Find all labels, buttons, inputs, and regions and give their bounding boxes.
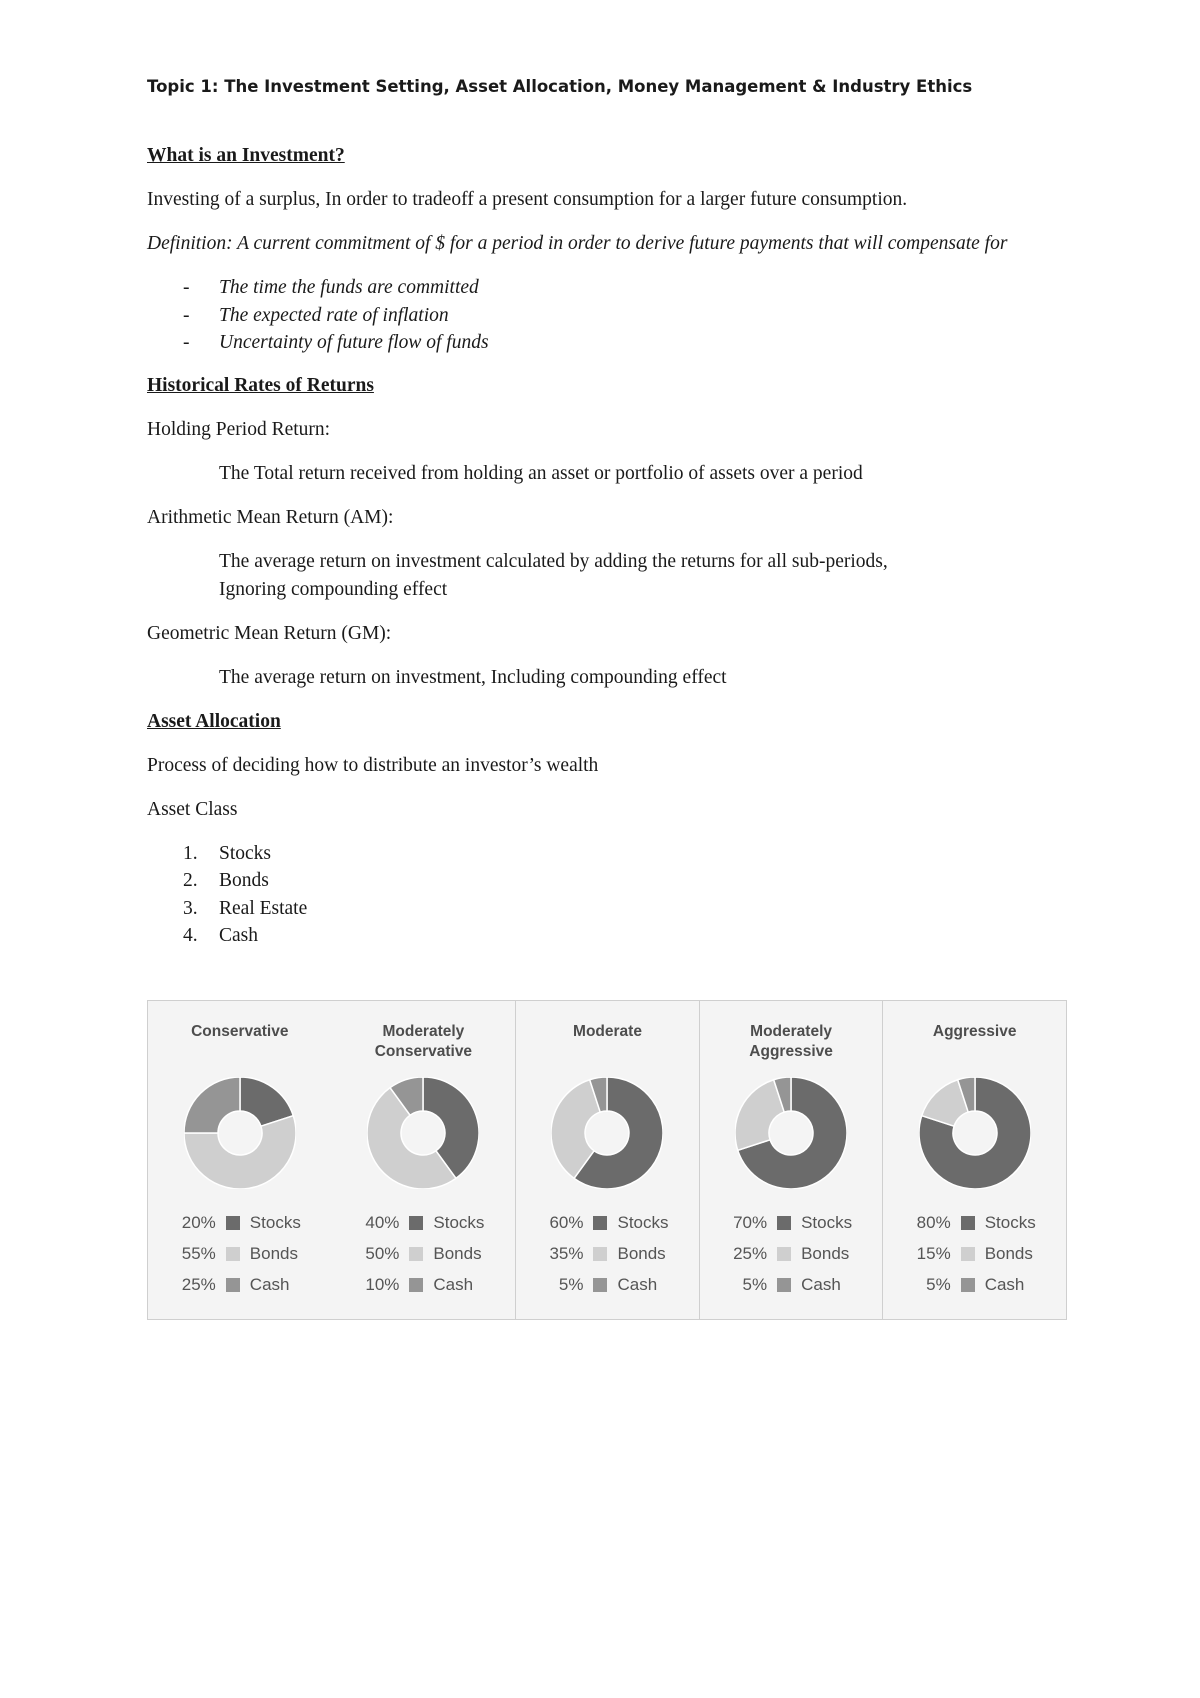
list-item: 4. Cash [183,925,258,946]
legend-label: Bonds [249,1244,298,1263]
chart-title-line: Moderate [573,1023,642,1040]
data-label: 5% [926,1275,951,1294]
list-item: 2. Bonds [183,870,269,891]
asset-class-label: Asset Class [147,798,238,820]
am-label: Arithmetic Mean Return (AM): [147,506,394,528]
donut-chart [184,1077,296,1189]
asset-allocation-figure [147,1000,1067,1320]
chart-legend [545,1211,681,1304]
bullet-item: - The expected rate of inflation [183,304,449,326]
asset-class-list [147,840,1067,950]
chart-title [883,1022,1066,1042]
allocation-panel [148,1001,332,1319]
data-label: 25% [733,1244,768,1263]
legend-swatch [226,1216,240,1230]
list-item: 3. Real Estate [183,897,308,919]
data-label: 80% [916,1213,951,1232]
legend-row [545,1242,681,1273]
legend-swatch [409,1278,423,1292]
legend-swatch [226,1278,240,1292]
data-label: 5% [558,1275,584,1294]
legend-row [729,1273,865,1304]
chart-title [148,1022,332,1042]
definition-bullets [147,274,1067,357]
chart-title-line: Conservative [191,1023,289,1040]
data-label: 55% [181,1244,216,1263]
legend-label: Cash [801,1275,841,1294]
legend-label: Bonds [984,1244,1033,1263]
legend-swatch [593,1216,607,1230]
legend-label: Cash [984,1275,1025,1294]
donut-chart [919,1077,1031,1189]
legend-row [361,1211,497,1242]
data-label: 5% [742,1275,768,1294]
heading-historical-returns: Historical Rates of Returns [147,374,374,396]
legend-row [913,1273,1049,1304]
document-page [147,72,1067,950]
legend-swatch [777,1278,791,1292]
data-label: 60% [549,1213,584,1232]
chart-title-line: Conservative [374,1043,473,1060]
data-label: 25% [181,1275,216,1294]
legend-swatch [593,1278,607,1292]
data-label: 35% [549,1244,584,1263]
chart-title-line: Aggressive [932,1023,1017,1040]
asset-allocation-paragraph: Process of deciding how to distribute an investor’s wealth [147,754,599,776]
chart-legend [361,1211,497,1304]
donut-chart [551,1077,663,1189]
am-definition-line2: Ignoring compounding effect [219,578,448,600]
donut-slice-cash [184,1077,240,1133]
legend-row [729,1211,865,1242]
allocation-panel [882,1001,1066,1319]
legend-label: Bonds [433,1244,482,1263]
investment-paragraph: Investing of a surplus, In order to tradeoff a present consumption for a larger future consumption. [147,189,908,210]
chart-legend [729,1211,865,1304]
topic-title: Topic 1: The Investment Setting, Asset Allocation, Money Management & Industry Ethics [147,77,973,96]
legend-swatch [409,1216,423,1230]
legend-row [729,1242,865,1273]
legend-swatch [961,1216,975,1230]
chart-legend [913,1211,1049,1304]
donut-chart [735,1077,847,1189]
legend-swatch [961,1247,975,1261]
allocation-panel [699,1001,883,1319]
data-label: 70% [733,1213,768,1232]
legend-label: Stocks [801,1213,853,1232]
data-label: 15% [916,1244,951,1263]
legend-swatch [226,1247,240,1261]
bullet-item: - Uncertainty of future flow of funds [183,332,489,353]
legend-row [361,1273,497,1304]
legend-label: Stocks [984,1213,1036,1232]
legend-swatch [777,1247,791,1261]
data-label: 50% [365,1244,400,1263]
chart-title [516,1022,699,1042]
data-label: 20% [181,1213,216,1232]
legend-swatch [961,1278,975,1292]
legend-label: Cash [249,1275,290,1294]
legend-row [545,1211,681,1242]
chart-legend [178,1211,314,1304]
donut-chart [367,1077,479,1189]
legend-swatch [593,1247,607,1261]
legend-label: Cash [433,1275,474,1294]
legend-row [913,1242,1049,1273]
legend-swatch [409,1247,423,1261]
am-definition-line1: The average return on investment calculated by adding the returns for all sub-periods, [219,550,888,572]
allocation-panel [332,1001,516,1319]
allocation-panel [515,1001,699,1319]
chart-title-line: Aggressive [749,1043,833,1060]
data-label: 40% [365,1213,400,1232]
legend-label: Bonds [617,1244,666,1263]
hpr-definition: The Total return received from holding an asset or portfolio of assets over a period [219,462,863,484]
heading-what-is-investment: What is an Investment? [147,145,345,166]
legend-row [913,1211,1049,1242]
legend-label: Bonds [801,1244,850,1263]
gm-label: Geometric Mean Return (GM): [147,622,392,644]
bullet-item: - The time the funds are committed [183,277,479,298]
chart-title [700,1022,883,1062]
legend-row [178,1273,314,1304]
chart-title [332,1022,516,1062]
legend-label: Stocks [433,1213,485,1232]
legend-row [361,1242,497,1273]
definition-paragraph: Definition: A current commitment of $ for a period in order to derive future payments that will compensate for [147,233,1008,254]
gm-definition: The average return on investment, Including compounding effect [219,666,727,688]
legend-label: Stocks [249,1213,301,1232]
hpr-label: Holding Period Return: [147,418,331,440]
legend-row [178,1211,314,1242]
legend-label: Stocks [617,1213,669,1232]
legend-row [178,1242,314,1273]
chart-title-line: Moderately [750,1023,833,1040]
data-label: 10% [365,1275,400,1294]
legend-row [545,1273,681,1304]
heading-asset-allocation: Asset Allocation [147,710,281,732]
legend-swatch [777,1216,791,1230]
legend-label: Cash [617,1275,658,1294]
chart-title-line: Moderately [382,1023,465,1040]
list-item: 1. Stocks [183,842,272,864]
